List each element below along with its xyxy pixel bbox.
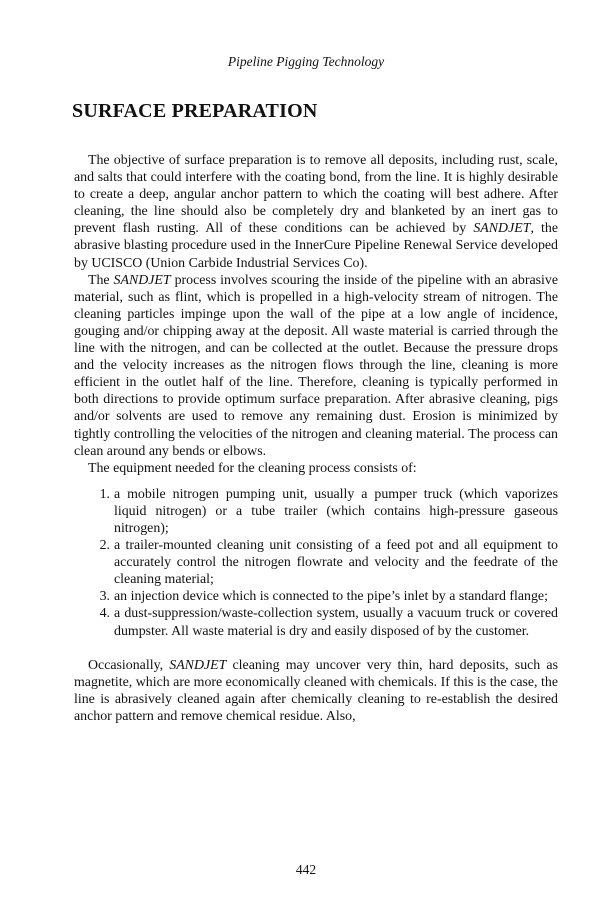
list-number: 1. <box>99 486 110 502</box>
paragraph-equipment-intro: The equipment needed for the cleaning process consists of: <box>88 460 417 476</box>
list-number: 3. <box>99 589 110 605</box>
list-text: a mobile nitrogen pumping unit, usually a pumper truck (which vaporizes liquid nitrogen) or a tube trailer (which contains high-pressure gaseous nitrogen); <box>114 486 558 536</box>
sandjet-term: SANDJET <box>113 272 171 288</box>
list-number: 4. <box>99 606 110 622</box>
list-text: a trailer-mounted cleaning unit consisting of a feed pot and all equipment to accurately control the nitrogen flowrate and velocity and the feedrate of the cleaning material; <box>114 538 558 588</box>
list-item <box>74 486 558 537</box>
page-number: 442 <box>295 862 317 877</box>
section-title: SURFACE PREPARATION <box>72 100 318 122</box>
sandjet-term: SANDJET <box>473 221 531 237</box>
list-item <box>74 537 558 588</box>
equipment-list <box>74 486 558 640</box>
list-item <box>74 605 558 639</box>
list-text: an injection device which is connected to the pipe’s inlet by a standard flange; <box>114 589 548 605</box>
list-item <box>74 588 558 605</box>
list-text: a dust-suppression/waste-collection system, usually a vacuum truck or covered dumpster. All waste material is dry and easily disposed of by the customer. <box>114 606 558 639</box>
sandjet-term: SANDJET <box>169 657 227 673</box>
paragraph-process: The SANDJET process involves scouring the inside of the pipeline with an abrasive material, such as flint, which is propelled in a high-velocity stream of nitrogen. The cleaning particles impinge upon the wall of the pipe at a low angle of incidence, gouging and/or chipping away at the deposit. All waste material is carried through the line with the nitrogen, and can be collected at the outlet. Because the pressure drops and the velocity increases as the nitrogen flows through the line, cleaning is more efficient in the outlet half of the line. Therefore, cleaning is typically performed in both directions to provide optimum surface preparation. After abrasive cleaning, pigs and/or solvents are used to remove any remaining dust. Erosion is minimized by tightly controlling the velocities of the nitrogen and cleaning material. The process can clean around any bends or elbows. <box>74 272 558 459</box>
paragraph-occasionally: Occasionally, SANDJET cleaning may uncover very thin, hard deposits, such as magnetite, which are more economically cleaned with chemicals. If this is the case, the line is abrasively cleaned again after chemically cleaning to re-establish the desired anchor pattern and remove chemical residue. Also, <box>74 657 558 724</box>
running-head: Pipeline Pigging Technology <box>227 54 385 69</box>
list-number: 2. <box>99 538 110 554</box>
body-text <box>74 152 558 725</box>
paragraph-objective: The objective of surface preparation is to remove all deposits, including rust, scale, and salts that could interfere with the coating bond, from the line. It is highly desirable to create a deep, angular anchor pattern to which the coating will best adhere. After cleaning, the line should also be completely dry and blanketed by an inert gas to prevent flash rusting. All of these conditions can be achieved by SANDJET, the abrasive blasting procedure used in the InnerCure Pipeline Renewal Service developed by UCISCO (Union Carbide Industrial Services Co). <box>74 153 559 271</box>
